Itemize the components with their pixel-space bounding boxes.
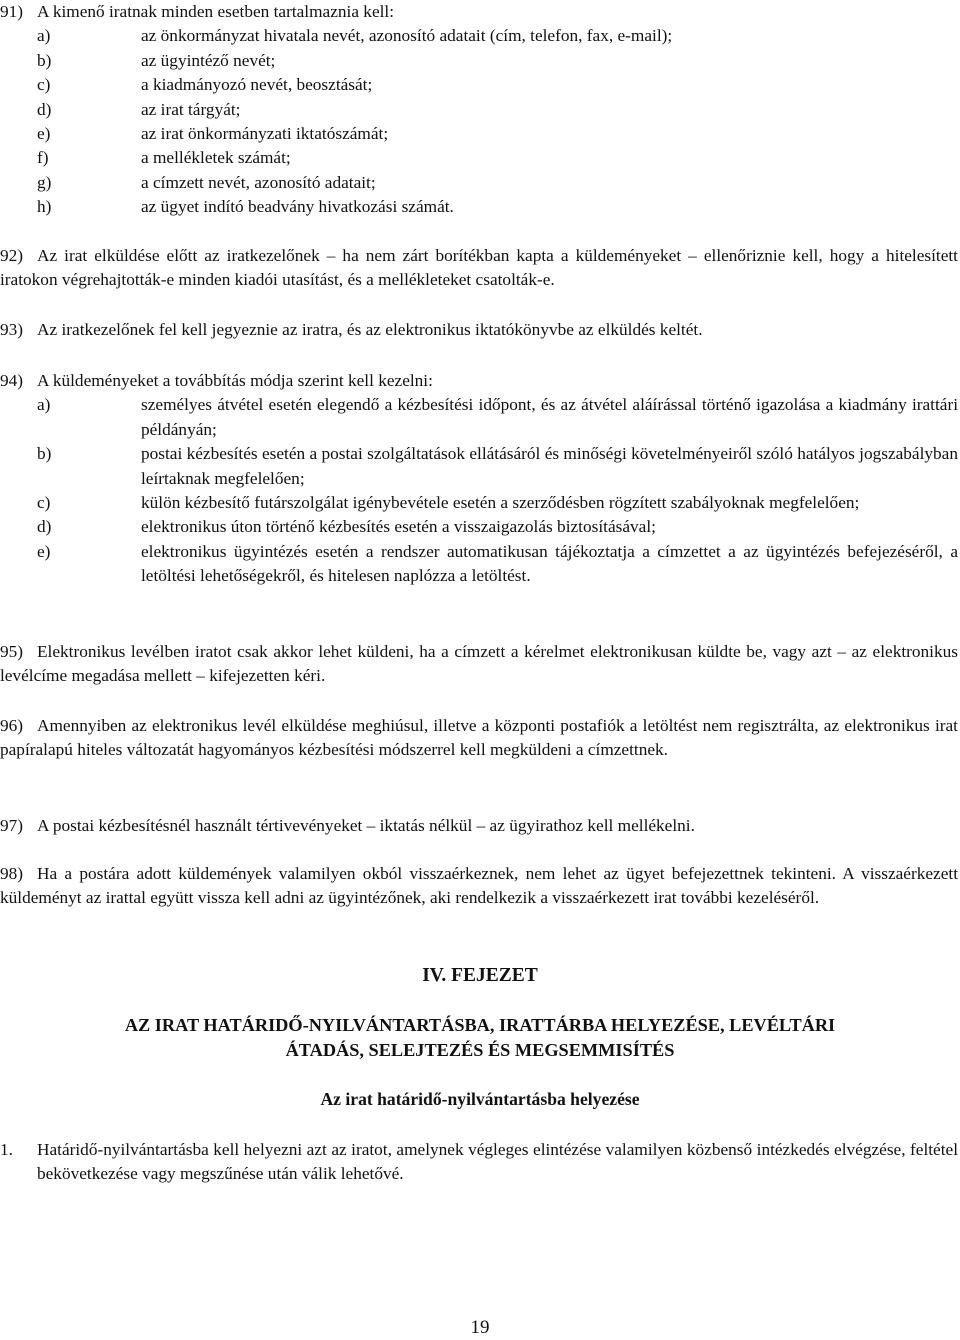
item-label: b) (37, 50, 52, 70)
paragraph-text: Amennyiben az elektronikus levél elküldése meghiúsul, illetve a központi postafiók a letöltést nem regisztrálta, az elektronikus irat papíralapú hiteles változatát hagyományos kézbesítési módszerrel kell megküldeni a címzettnek. (0, 716, 958, 760)
item-label: e) (37, 124, 51, 144)
list-item (37, 442, 958, 491)
list-item (37, 515, 958, 539)
chapter-title-line-1: AZ IRAT HATÁRIDŐ-NYILVÁNTARTÁSBA, IRATTÁRBA HELYEZÉSE, LEVÉLTÁRI (124, 1015, 836, 1035)
item-label: e) (37, 541, 51, 561)
paragraph-96 (0, 714, 958, 763)
item-text: elektronikus úton történő kézbesítés esetén a visszaigazolás biztosításával; (141, 517, 656, 537)
list-item (37, 195, 958, 219)
item-label: g) (37, 172, 52, 192)
list-item (37, 171, 958, 195)
item-label: d) (37, 517, 52, 537)
paragraph-92 (0, 244, 958, 293)
paragraph-text: Ha a postára adott küldemények valamilyen okból visszaérkeznek, nem lehet az ügyet befejezettnek tekinteni. A visszaérkezett küldeményt az irattal együtt vissza kell adni az ügyintézőnek, aki rendelkezik a visszaérkezett irat további kezeléséről. (0, 864, 958, 908)
list-item (37, 73, 958, 97)
paragraph-number: 95) (0, 642, 24, 661)
paragraph-94 (0, 369, 958, 589)
list-item (37, 146, 958, 170)
list-item (37, 393, 958, 442)
paragraph-number: 91) (0, 2, 24, 21)
item-text: személyes átvétel esetén elegendő a kézbesítési időpont, és az átvétel aláírással történő igazolása a kiadmány irattári példányán; (141, 395, 958, 439)
item-text: postai kézbesítés esetén a postai szolgáltatások ellátásáról és minőségi követelményeiről szóló hatályos jogszabályban leírtaknak megfelelően; (141, 444, 958, 488)
paragraph-text: Az irat elküldése előtt az iratkezelőnek – ha nem zárt borítékban kapta a küldeményeket – ellenőriznie kell, hogy a hitelesített iratokon végrehajtották-e minden kiadói utasítást, és a mellékleteket csatolták-e. (0, 246, 958, 290)
item-label: d) (37, 99, 52, 119)
chapter-heading: IV. FEJEZET (422, 965, 538, 986)
page-number: 19 (470, 1317, 490, 1338)
item-text: elektronikus ügyintézés esetén a rendszer automatikusan tájékoztatja a címzettet a az ügyintézés befejezéséről, a letöltési lehetőségekről, és hitelesen naplózza a letöltést. (141, 541, 958, 586)
paragraph-number: 96) (0, 716, 24, 735)
paragraph-97 (0, 814, 958, 838)
item-label: f) (37, 148, 49, 168)
chapter-title (0, 1013, 960, 1062)
paragraph-text: A kimenő iratnak minden esetben tartalmaznia kell: (37, 2, 395, 21)
item-list (37, 24, 958, 219)
paragraph-1 (0, 1138, 958, 1187)
list-item (37, 122, 958, 146)
item-text: a mellékletek számát; (141, 148, 291, 168)
item-text: az ügyet indító beadvány hivatkozási számát. (141, 197, 454, 217)
paragraph-text: A postai kézbesítésnél használt tértivevényeket – iktatás nélkül – az ügyirathoz kell mellékelni. (37, 816, 695, 835)
paragraph-93 (0, 318, 958, 342)
paragraph-number: 92) (0, 246, 24, 265)
chapter-title-line-2: ÁTADÁS, SELEJTEZÉS ÉS MEGSEMMISÍTÉS (285, 1039, 675, 1060)
item-label: a) (37, 26, 51, 46)
paragraph-98 (0, 862, 958, 911)
list-item (37, 24, 958, 48)
item-label: c) (37, 493, 51, 513)
paragraph-91 (0, 0, 958, 220)
list-item (37, 491, 958, 515)
item-text: külön kézbesítő futárszolgálat igénybevétele esetén a szerződésben rögzített szabályoknak megfelelően; (141, 493, 860, 513)
item-text: a kiadmányozó nevét, beosztását; (141, 75, 373, 95)
item-text: a címzett nevét, azonosító adatait; (141, 172, 376, 192)
paragraph-text: Az iratkezelőnek fel kell jegyeznie az iratra, és az elektronikus iktatókönyvbe az elküldés keltét. (37, 320, 703, 339)
section-title: Az irat határidő-nyilvántartásba helyezése (320, 1089, 640, 1109)
paragraph-text: Határidő-nyilvántartásba kell helyezni azt az iratot, amelynek végleges elintézése valamilyen közbenső intézkedés elvégzése, feltétel bekövetkezése vagy megszűnése után válik lehetővé. (37, 1140, 958, 1184)
item-text: az önkormányzat hivatala nevét, azonosító adatait (cím, telefon, fax, e-mail); (141, 26, 673, 46)
paragraph-number: 93) (0, 320, 24, 339)
item-text: az irat önkormányzati iktatószámát; (141, 124, 389, 144)
list-item (37, 49, 958, 73)
paragraph-number: 98) (0, 864, 24, 883)
item-label: c) (37, 75, 51, 95)
item-label: b) (37, 444, 52, 464)
item-text: az irat tárgyát; (141, 99, 241, 119)
item-label: a) (37, 395, 51, 415)
paragraph-number: 97) (0, 816, 24, 835)
item-text: az ügyintéző nevét; (141, 50, 276, 70)
item-label: h) (37, 197, 52, 217)
paragraph-number: 1. (0, 1140, 13, 1159)
paragraph-text: Elektronikus levélben iratot csak akkor lehet küldeni, ha a címzett a kérelmet elektronikusan küldte be, vagy azt – az elektronikus levélcíme megadása mellett – kifejezetten kéri. (0, 642, 958, 686)
paragraph-text: A küldeményeket a továbbítás módja szerint kell kezelni: (37, 371, 433, 390)
paragraph-number: 94) (0, 371, 24, 390)
list-item (37, 98, 958, 122)
item-list (37, 393, 958, 588)
paragraph-95 (0, 640, 958, 689)
list-item (37, 540, 958, 589)
